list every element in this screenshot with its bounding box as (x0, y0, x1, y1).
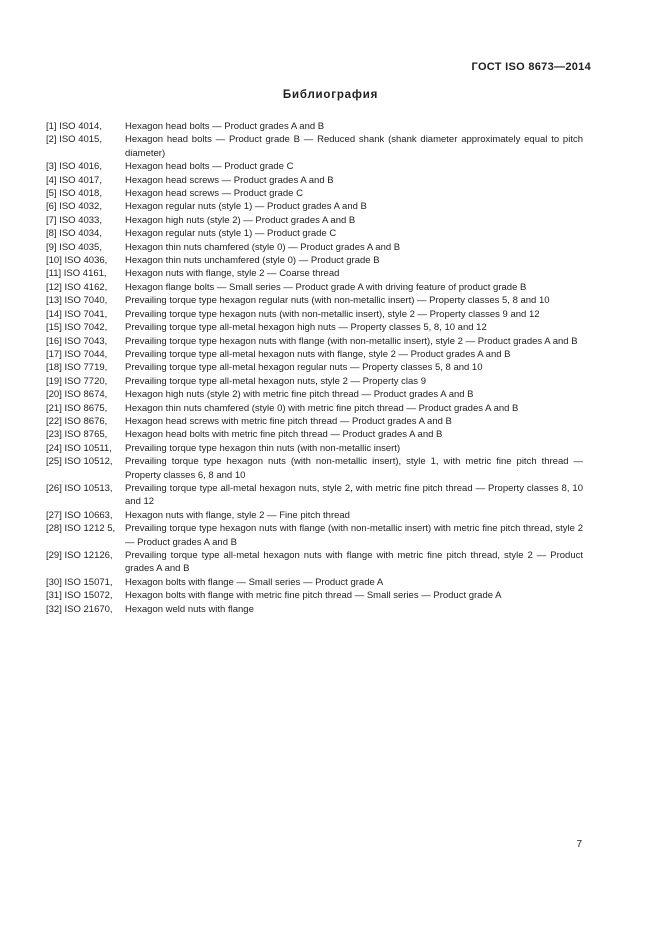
entry-title-text: Hexagon weld nuts with flange (125, 603, 254, 615)
entry-iso-code: ISO 4014, (59, 121, 102, 132)
bibliography-entry (46, 415, 583, 428)
entry-ref-number: [30] (46, 576, 62, 588)
entry-title-text: Prevailing torque type hexagon regular nuts (with non-metallic insert) — Property classes 5, 8 and 10 (125, 295, 550, 307)
entry-title-text: Hexagon head screws with metric fine pitch thread — Product grades A and B (125, 415, 452, 427)
entry-iso-code: ISO 4033, (59, 214, 102, 226)
bibliography-entry (46, 187, 583, 200)
entry-reference (46, 294, 107, 307)
bibliography-entry (46, 281, 583, 294)
entry-iso-code: ISO 7044, (64, 348, 108, 360)
entry-title-text: Hexagon thin nuts chamfered (style 0) — Product grades A and B (125, 241, 401, 253)
entry-ref-number: [6] (46, 201, 57, 213)
entry-iso-code: ISO 8676, (64, 415, 108, 427)
entry-reference (46, 174, 102, 187)
entry-title-text: Prevailing torque type all-metal hexagon nuts, style 2, with metric fine pitch thread — Property classes 8, 10 and 12 (125, 482, 583, 508)
entry-title-text: Prevailing torque type all-metal hexagon high nuts — Property classes 5, 8, 10 and 12 (125, 322, 487, 334)
entry-ref-number: [31] (46, 590, 62, 602)
entry-iso-code: ISO 4016, (59, 161, 102, 173)
entry-iso-code: ISO 10663, (64, 509, 113, 521)
entry-iso-code: ISO 4017, (59, 174, 102, 186)
bibliography-entry (46, 160, 583, 173)
entry-iso-code: ISO 10511, (64, 442, 112, 454)
entry-ref-number: [22] (46, 415, 62, 427)
bibliography-entry (46, 200, 583, 213)
entry-ref-number: [24] (46, 442, 62, 454)
entry-iso-code: ISO 4018, (59, 188, 102, 200)
entry-title-text: Prevailing torque type hexagon nuts (with non-metallic insert), style 1, with metric fine pitch thread — Property classes 6, 8 and 10 (125, 456, 583, 481)
bibliography-entry (46, 241, 583, 254)
entry-ref-number: [18] (46, 362, 62, 374)
entry-title-text: Hexagon flange bolts — Small series — Product grade A with driving feature of product grade B (125, 281, 527, 293)
entry-iso-code: ISO 8765, (64, 429, 108, 441)
entry-reference (46, 160, 102, 173)
entry-reference (46, 133, 102, 146)
entry-reference (46, 402, 107, 415)
entry-title-text: Hexagon bolts with flange — Small series — Product grade A (125, 576, 384, 588)
entry-ref-number: [4] (46, 174, 57, 186)
entry-reference (46, 227, 102, 240)
entry-iso-code: ISO 7720, (64, 375, 108, 387)
bibliography-entry (46, 294, 583, 307)
entry-reference (46, 348, 107, 361)
entry-title-text: Hexagon high nuts (style 2) with metric fine pitch thread — Product grades A and B (125, 389, 474, 401)
entry-reference (46, 321, 107, 334)
entry-iso-code: ISO 4036, (64, 255, 108, 267)
bibliography-entry (46, 375, 583, 388)
entry-ref-number: [20] (46, 389, 62, 401)
bibliography-entry (46, 254, 583, 267)
entry-reference (46, 120, 102, 133)
entry-iso-code: ISO 7041, (64, 308, 108, 320)
entry-reference (46, 361, 107, 374)
bibliography-entry (46, 402, 583, 415)
entry-ref-number: [28] (46, 523, 62, 535)
bibliography-entry (46, 120, 583, 133)
bibliography-entry (46, 308, 583, 321)
entry-title-text: Hexagon head bolts — Product grade C (125, 161, 294, 173)
entry-reference (46, 187, 102, 200)
entry-iso-code: ISO 7040, (64, 295, 108, 307)
bibliography-entry (46, 388, 583, 401)
entry-title-text: Prevailing torque type hexagon nuts with flange (with non-metallic insert) with metric fine pitch thread, style 2 — Product grades A and B (125, 523, 583, 548)
entry-ref-number: [14] (46, 308, 62, 320)
entry-ref-number: [1] (46, 121, 57, 132)
entry-ref-number: [7] (46, 214, 57, 226)
entry-ref-number: [32] (46, 603, 62, 615)
entry-iso-code: ISO 4162, (64, 281, 108, 293)
entry-title-text: Hexagon head screws — Product grades A and B (125, 174, 334, 186)
entry-reference (46, 509, 113, 522)
entry-ref-number: [5] (46, 188, 57, 200)
entry-iso-code: ISO 15071, (64, 576, 113, 588)
entry-reference (46, 388, 107, 401)
bibliography-entry (46, 361, 583, 374)
bibliography-entry (46, 321, 583, 334)
entry-reference (46, 267, 107, 280)
entry-iso-code: ISO 4161, (63, 268, 107, 280)
entry-iso-code: ISO 7719, (64, 362, 108, 374)
entry-title-text: Hexagon nuts with flange, style 2 — Fine pitch thread (125, 509, 350, 521)
bibliography-entry (46, 348, 583, 361)
entry-ref-number: [29] (46, 550, 62, 561)
entry-iso-code: ISO 7042, (64, 322, 108, 334)
entry-ref-number: [23] (46, 429, 62, 441)
bibliography-entry (46, 522, 583, 549)
entry-ref-number: [26] (46, 482, 62, 494)
entry-reference (46, 522, 115, 535)
entry-title-text: Hexagon head screws — Product grade C (125, 188, 303, 200)
bibliography-entry (46, 589, 583, 602)
entry-reference (46, 482, 113, 495)
entry-title-text: Hexagon thin nuts chamfered (style 0) with metric fine pitch thread — Product grades A and B (125, 402, 519, 414)
running-header: ГОСТ ISO 8673—2014 (471, 61, 591, 73)
bibliography-entry (46, 133, 583, 160)
entry-title-text: Hexagon nuts with flange, style 2 — Coarse thread (125, 268, 340, 280)
entry-ref-number: [15] (46, 322, 62, 334)
entry-ref-number: [27] (46, 509, 62, 521)
entry-iso-code: ISO 15072, (64, 590, 113, 602)
entry-reference (46, 603, 113, 616)
entry-iso-code: ISO 10513, (64, 482, 113, 494)
entry-title-text: Hexagon head bolts — Product grades A and B (125, 121, 325, 132)
entry-title-text: Prevailing torque type hexagon nuts with flange (with non-metallic insert), style 2 — Product grades A and B (125, 335, 578, 347)
entry-ref-number: [21] (46, 402, 62, 414)
entry-reference (46, 308, 107, 321)
entry-reference (46, 335, 107, 348)
entry-iso-code: ISO 10512, (64, 456, 113, 468)
entry-title-text: Prevailing torque type all-metal hexagon nuts, style 2 — Property clas 9 (125, 375, 426, 387)
entry-reference (46, 281, 107, 294)
entry-ref-number: [8] (46, 228, 57, 240)
entry-ref-number: [9] (46, 241, 57, 253)
entry-ref-number: [19] (46, 375, 62, 387)
entry-reference (46, 442, 112, 455)
entry-reference (46, 589, 113, 602)
entry-iso-code: ISO 8675, (64, 402, 108, 414)
entry-iso-code: ISO 1212 5, (64, 523, 116, 535)
entry-ref-number: [3] (46, 161, 57, 173)
bibliography-entry (46, 267, 583, 280)
bibliography-entry (46, 442, 583, 455)
bibliography-entry (46, 174, 583, 187)
entry-title-text: Hexagon head bolts — Product grade B — Reduced shank (shank diameter approximately equal to pitch diameter) (125, 134, 583, 159)
entry-title-text: Prevailing torque type hexagon thin nuts (with non-metallic insert) (125, 442, 401, 454)
bibliography-entry (46, 603, 583, 616)
entry-reference (46, 214, 102, 227)
entry-iso-code: ISO 7043, (64, 335, 108, 347)
bibliography-entry (46, 455, 583, 482)
entry-title-text: Hexagon head bolts with metric fine pitch thread — Product grades A and B (125, 429, 443, 441)
entry-title-text: Hexagon regular nuts (style 1) — Product grades A and B (125, 201, 367, 213)
bibliography-list (46, 120, 583, 616)
bibliography-entry (46, 576, 583, 589)
entry-iso-code: ISO 4035, (59, 241, 102, 253)
entry-reference (46, 549, 113, 562)
entry-title-text: Hexagon regular nuts (style 1) — Product grade C (125, 228, 337, 240)
entry-title-text: Hexagon thin nuts unchamfered (style 0) — Product grade B (125, 255, 380, 267)
bibliography-entry (46, 549, 583, 576)
entry-reference (46, 254, 107, 267)
page-number: 7 (576, 839, 582, 850)
entry-reference (46, 415, 107, 428)
entry-title-text: Prevailing torque type all-metal hexagon nuts with flange with metric fine pitch thread, style 2 — Product grades A and B (125, 550, 583, 575)
entry-iso-code: ISO 21670, (64, 603, 113, 615)
bibliography-entry (46, 428, 583, 441)
entry-reference (46, 428, 107, 441)
entry-ref-number: [12] (46, 281, 62, 293)
entry-ref-number: [25] (46, 456, 62, 468)
entry-iso-code: ISO 8674, (64, 389, 108, 401)
bibliography-entry (46, 227, 583, 240)
bibliography-entry (46, 335, 583, 348)
entry-ref-number: [2] (46, 134, 57, 146)
entry-reference (46, 455, 113, 468)
entry-title-text: Prevailing torque type all-metal hexagon regular nuts — Property classes 5, 8 and 10 (125, 362, 483, 374)
entry-reference (46, 375, 107, 388)
entry-title-text: Prevailing torque type all-metal hexagon nuts with flange, style 2 — Product grades A and B (125, 348, 511, 360)
entry-ref-number: [11] (46, 268, 62, 280)
entry-title-text: Prevailing torque type hexagon nuts (with non-metallic insert), style 2 — Property classes 9 and 12 (125, 308, 540, 320)
entry-title-text: Hexagon bolts with flange with metric fine pitch thread — Small series — Product grade A (125, 590, 502, 602)
entry-iso-code: ISO 4015, (59, 134, 102, 146)
bibliography-entry (46, 509, 583, 522)
bibliography-entry (46, 214, 583, 227)
entry-iso-code: ISO 4034, (59, 228, 102, 240)
entry-ref-number: [10] (46, 255, 62, 267)
entry-reference (46, 200, 102, 213)
entry-ref-number: [16] (46, 335, 62, 347)
entry-iso-code: ISO 4032, (59, 201, 102, 213)
page-title: Библиография (282, 89, 379, 101)
entry-ref-number: [17] (46, 348, 62, 360)
bibliography-entry (46, 482, 583, 509)
entry-reference (46, 576, 113, 589)
entry-title-text: Hexagon high nuts (style 2) — Product grades A and B (125, 214, 356, 226)
entry-iso-code: ISO 12126, (64, 550, 113, 561)
entry-ref-number: [13] (46, 295, 62, 307)
entry-reference (46, 241, 102, 254)
